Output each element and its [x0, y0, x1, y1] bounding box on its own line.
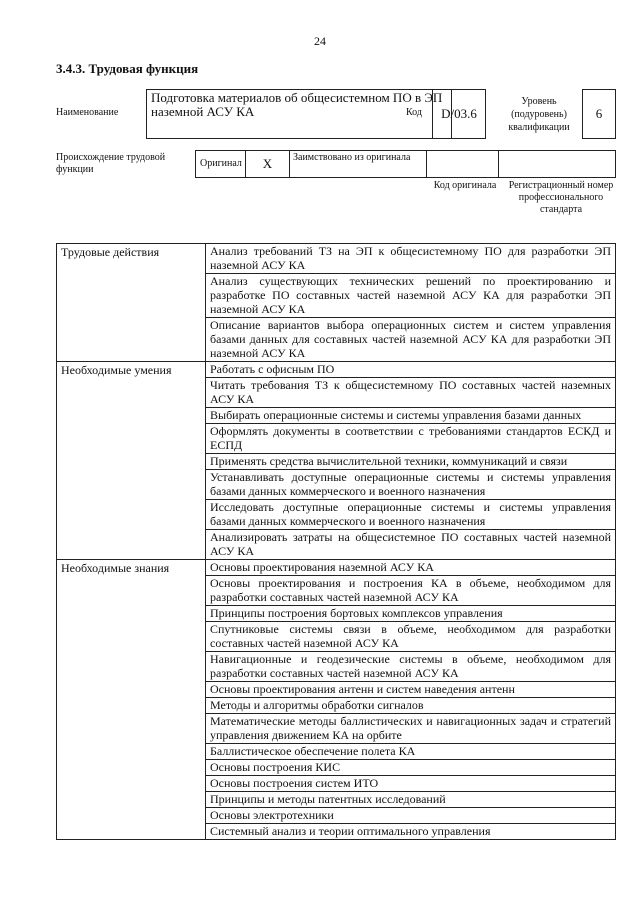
- section-item: Системный анализ и теории оптимального управления: [206, 824, 616, 840]
- code-value: D/03.6: [432, 89, 486, 139]
- code-original-label: Код оригинала: [433, 180, 497, 191]
- page-number: 24: [314, 34, 326, 48]
- origin-block: [56, 150, 616, 230]
- section-item: Спутниковые системы связи в объеме, необходимом для разработки составных частей наземной АСУ КА: [206, 622, 616, 652]
- section-item: Основы построения систем ИТО: [206, 776, 616, 792]
- section-item: Принципы построения бортовых комплексов управления: [206, 606, 616, 622]
- original-mark: X: [246, 151, 290, 177]
- section-item: Устанавливать доступные операционные системы и системы управления базами данных коммерческого и военного назначения: [206, 470, 616, 500]
- code-label: Код: [406, 107, 422, 118]
- section-item: Основы проектирования наземной АСУ КА: [206, 560, 616, 576]
- section-category: Необходимые знания: [57, 560, 206, 840]
- section-item: Выбирать операционные системы и системы управления базами данных: [206, 408, 616, 424]
- level-label: Уровень (подуровень) квалификации: [508, 96, 570, 133]
- section-item: Описание вариантов выбора операционных систем и систем управления базами данных для составных частей наземной АСУ КА для разработки ЭП наземной АСУ КА: [206, 318, 616, 362]
- section-item: Основы электротехники: [206, 808, 616, 824]
- section-item: Математические методы баллистических и навигационных задач и стратегий управления движением КА на орбите: [206, 714, 616, 744]
- table-row: [57, 362, 616, 378]
- function-table: [56, 243, 616, 840]
- section-item: Навигационные и геодезические системы в объеме, необходимом для разработки составных частей наземной АСУ КА: [206, 652, 616, 682]
- section-item: Анализ существующих технических решений по проектированию и разработке ПО составных частей наземной АСУ КА для разработки ЭП наземной АСУ КА: [206, 274, 616, 318]
- section-item: Работать с офисным ПО: [206, 362, 616, 378]
- origin-cells: [195, 150, 616, 178]
- section-item: Основы проектирования и построения КА в объеме, необходимом для разработки составных частей наземной АСУ КА: [206, 576, 616, 606]
- section-category: Необходимые умения: [57, 362, 206, 560]
- table-row: [57, 560, 616, 576]
- section-item: Оформлять документы в соответствии с требованиями стандартов ЕСКД и ЕСПД: [206, 424, 616, 454]
- name-label: Наименование: [56, 107, 119, 118]
- section-item: Баллистическое обеспечение полета КА: [206, 744, 616, 760]
- section-item: Методы и алгоритмы обработки сигналов: [206, 698, 616, 714]
- table-row: [57, 244, 616, 274]
- function-header: [56, 89, 616, 141]
- origin-label: Происхождение трудовой функции: [56, 152, 166, 175]
- section-item: Анализировать затраты на общесистемное ПО составных частей наземной АСУ КА: [206, 530, 616, 560]
- section-category: Трудовые действия: [57, 244, 206, 362]
- section-title: 3.4.3. Трудовая функция: [56, 61, 199, 76]
- section-item: Исследовать доступные операционные системы и системы управления базами данных коммерческого и военного назначения: [206, 500, 616, 530]
- section-item: Принципы и методы патентных исследований: [206, 792, 616, 808]
- level-value: 6: [582, 89, 616, 139]
- section-item: Применять средства вычислительной техники, коммуникаций и связи: [206, 454, 616, 470]
- reg-number-cell: [499, 151, 615, 177]
- section-item: Читать требования ТЗ к общесистемному ПО составных частей наземных АСУ КА: [206, 378, 616, 408]
- name-value: Подготовка материалов об общесистемном ПО в ЭП наземной АСУ КА: [151, 90, 443, 119]
- reg-number-label: Регистрационный номер профессионального стандарта: [508, 180, 614, 215]
- code-original-cell: [427, 151, 499, 177]
- borrowed-label: Заимствовано из оригинала: [290, 151, 427, 177]
- original-label: Оригинал: [196, 151, 246, 177]
- section-item: Основы построения КИС: [206, 760, 616, 776]
- section-item: Основы проектирования антенн и систем наведения антенн: [206, 682, 616, 698]
- section-item: Анализ требований ТЗ на ЭП к общесистемному ПО для разработки ЭП наземной АСУ КА: [206, 244, 616, 274]
